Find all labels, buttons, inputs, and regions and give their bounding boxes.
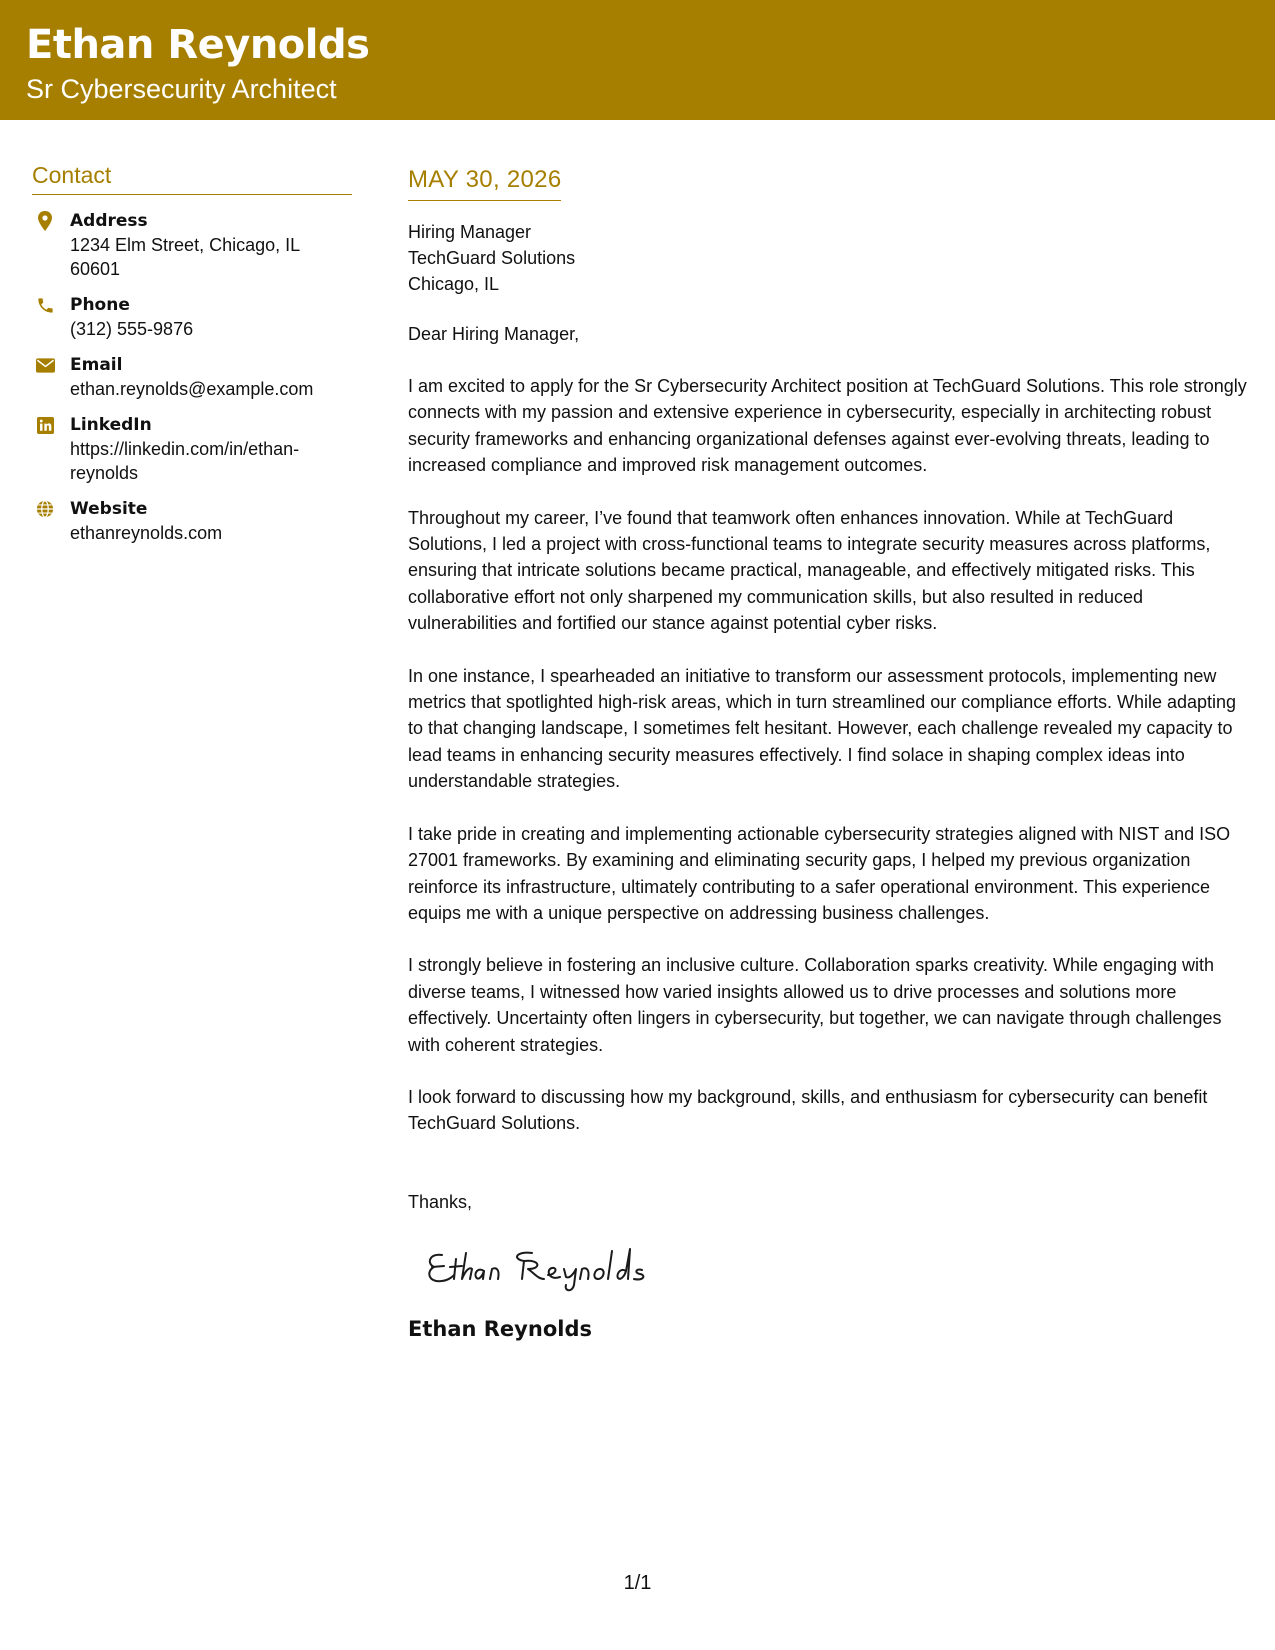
recipient-line: TechGuard Solutions bbox=[408, 248, 576, 268]
contact-item-linkedin bbox=[32, 413, 352, 485]
globe-icon bbox=[35, 499, 55, 519]
phone-icon bbox=[35, 295, 55, 315]
body-paragraph: I take pride in creating and implementing actionable cybersecurity strategies aligned with NIST and ISO 27001 frameworks. By examining and eliminating security gaps, I helped my previous organization reinforce its infrastructure, ultimately contributing to a safer operational environment. This experience equips me with a unique perspective on addressing business challenges. bbox=[408, 823, 1231, 923]
recipient-block bbox=[408, 219, 1248, 297]
contact-label: Address bbox=[70, 211, 148, 231]
linkedin-value[interactable]: https://linkedin.com/in/ethan-reynolds bbox=[70, 439, 300, 483]
contact-item-address bbox=[32, 209, 352, 281]
contact-label: Phone bbox=[70, 295, 130, 315]
header-banner bbox=[0, 0, 1275, 120]
page-number: 1/1 bbox=[623, 1572, 652, 1594]
contact-label: LinkedIn bbox=[70, 415, 152, 435]
body-paragraph: I am excited to apply for the Sr Cybersecurity Architect position at TechGuard Solutions. This role strongly connects with my passion and extensive experience in cybersecurity, especially in architecting robust security frameworks and enhancing organizational defenses against ever-evolving threats, leading to increased compliance and improved risk management outcomes. bbox=[408, 376, 1247, 476]
body-paragraph: Throughout my career, I’ve found that teamwork often enhances innovation. While at TechGuard Solutions, I led a project with cross-functional teams to integrate security measures across platforms, ensuring that intricate solutions became practical, manageable, and effectively mitigated risks. This collaborative effort not only sharpened my communication skills, but also resulted in reduced vulnerabilities and fortified our stance against potential cyber risks. bbox=[408, 507, 1211, 634]
contact-sidebar bbox=[32, 162, 352, 557]
letter-body bbox=[408, 166, 1248, 1341]
address-value: 1234 Elm Street, Chicago, IL 60601 bbox=[70, 235, 300, 279]
body-paragraph: I look forward to discussing how my background, skills, and enthusiasm for cybersecurity can benefit TechGuard Solutions. bbox=[408, 1086, 1208, 1134]
applicant-title: Sr Cybersecurity Architect bbox=[26, 74, 337, 104]
linkedin-icon bbox=[35, 415, 55, 435]
recipient-line: Hiring Manager bbox=[408, 222, 532, 242]
greeting: Dear Hiring Manager, bbox=[408, 324, 580, 344]
closing: Thanks, bbox=[408, 1191, 473, 1212]
handwritten-signature bbox=[420, 1237, 670, 1297]
letter-date: MAY 30, 2026 bbox=[408, 166, 561, 201]
recipient-line: Chicago, IL bbox=[408, 274, 500, 294]
contact-heading: Contact bbox=[32, 162, 352, 195]
map-pin-icon bbox=[35, 211, 55, 231]
body-paragraph: I strongly believe in fostering an inclusive culture. Collaboration sparks creativity. While engaging with diverse teams, I witnessed how varied insights allowed us to drive processes and solutions more effectively. Uncertainty often lingers in cybersecurity, but together, we can navigate through challenges with coherent strategies. bbox=[408, 955, 1222, 1055]
contact-item-website bbox=[32, 497, 352, 545]
contact-list bbox=[32, 209, 352, 545]
body-paragraph: In one instance, I spearheaded an initiative to transform our assessment protocols, implementing new metrics that spotlighted high-risk areas, which in turn streamlined our compliance efforts. While adapting to that changing landscape, I sometimes felt hesitant. However, each challenge revealed my capacity to lead teams in enhancing security measures effectively. I find solace in shaping complex ideas into understandable strategies. bbox=[408, 665, 1237, 792]
email-value[interactable]: ethan.reynolds@example.com bbox=[70, 379, 314, 399]
phone-value: (312) 555-9876 bbox=[70, 319, 194, 339]
applicant-name: Ethan Reynolds bbox=[26, 22, 370, 68]
contact-item-email bbox=[32, 353, 352, 401]
website-value[interactable]: ethanreynolds.com bbox=[70, 523, 223, 543]
contact-item-phone bbox=[32, 293, 352, 341]
contact-label: Email bbox=[70, 355, 123, 375]
contact-label: Website bbox=[70, 499, 148, 519]
envelope-icon bbox=[35, 355, 55, 375]
signer-name: Ethan Reynolds bbox=[408, 1316, 592, 1341]
